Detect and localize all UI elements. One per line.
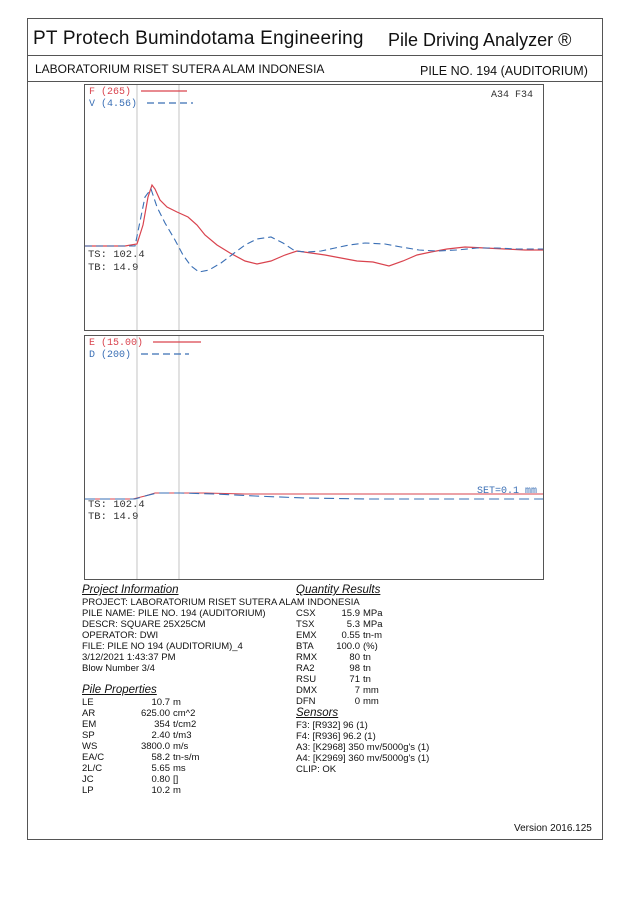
- pile-property-row: LE 10.7 m: [82, 697, 181, 708]
- pile-property-row: EA/C 58.2 tn-s/m: [82, 752, 200, 763]
- force-velocity-traces: [85, 85, 543, 330]
- quantity-result-row: TSX 5.3 MPa: [296, 619, 383, 630]
- set-readout: SET=0.1 mm: [476, 486, 537, 497]
- legend-displacement: D (200): [89, 350, 189, 361]
- pile-property-row: SP 2.40 t/m3: [82, 730, 192, 741]
- pile-property-row: EM 354 t/cm2: [82, 719, 197, 730]
- sensor-line: A3: [K2968] 350 mv/5000g's (1): [296, 742, 430, 753]
- legend-energy: E (15.00): [89, 338, 201, 349]
- energy-displacement-plot: [84, 335, 544, 580]
- sensor-line: F4: [R936] 96.2 (1): [296, 731, 376, 742]
- pile-property-row: WS 3800.0 m/s: [82, 741, 189, 752]
- quantity-result-row: CSX 15.9 MPa: [296, 608, 383, 619]
- pile-property-row: AR 625.00 cm^2: [82, 708, 196, 719]
- legend-force: F (265): [89, 87, 187, 98]
- project-info-line: PROJECT: LABORATORIUM RISET SUTERA ALAM INDONESIA: [82, 597, 360, 608]
- tb-readout: TB: 14.9: [88, 511, 139, 523]
- version-label: Version 2016.125: [514, 823, 592, 834]
- velocity-trace: [85, 189, 543, 272]
- displacement-legend-line: [141, 352, 189, 356]
- quantity-results-title: Quantity Results: [296, 584, 381, 596]
- pile-property-row: 2L/C 5.65 ms: [82, 763, 186, 774]
- project-info-line: FILE: PILE NO 194 (AUDITORIUM)_4: [82, 641, 243, 652]
- force-velocity-plot: [84, 84, 544, 331]
- header-divider-2: [27, 81, 603, 82]
- ts-readout: TS: 102.4: [88, 499, 145, 511]
- tb-readout: TB: 14.9: [88, 262, 139, 274]
- project-info-line: OPERATOR: DWI: [82, 630, 159, 641]
- project-name: LABORATORIUM RISET SUTERA ALAM INDONESIA: [35, 62, 325, 76]
- project-info-line: Blow Number 3/4: [82, 663, 155, 674]
- energy-legend-line: [153, 340, 201, 344]
- header-divider: [27, 55, 603, 56]
- pile-properties-title: Pile Properties: [82, 684, 157, 696]
- quantity-result-row: DMX 7 mm: [296, 685, 379, 696]
- product-name: Pile Driving Analyzer ®: [388, 30, 572, 50]
- quantity-result-row: RA2 98 tn: [296, 663, 371, 674]
- legend-velocity: V (4.56): [89, 99, 193, 110]
- sensor-line: A4: [K2969] 360 mv/5000g's (1): [296, 753, 430, 764]
- quantity-result-row: BTA 100.0 (%): [296, 641, 378, 652]
- quantity-result-row: RSU 71 tn: [296, 674, 371, 685]
- quantity-result-row: RMX 80 tn: [296, 652, 371, 663]
- pile-number: PILE NO. 194 (AUDITORIUM): [420, 64, 588, 78]
- quantity-result-row: DFN 0 mm: [296, 696, 379, 707]
- sensor-line: F3: [R932] 96 (1): [296, 720, 368, 731]
- ts-readout: TS: 102.4: [88, 249, 145, 261]
- pile-property-row: LP 10.2 m: [82, 785, 181, 796]
- sensor-corner-label: A34 F34: [490, 90, 533, 101]
- force-trace: [85, 185, 543, 266]
- project-info-title: Project Information: [82, 584, 179, 596]
- velocity-legend-line: [147, 101, 193, 105]
- project-info-line: PILE NAME: PILE NO. 194 (AUDITORIUM): [82, 608, 266, 619]
- sensors-title: Sensors: [296, 707, 339, 719]
- sensor-line: CLIP: OK: [296, 764, 337, 775]
- company-name: PT Protech Bumindotama Engineering: [33, 28, 364, 49]
- project-info-line: DESCR: SQUARE 25X25CM: [82, 619, 206, 630]
- force-legend-line: [141, 89, 187, 93]
- quantity-result-row: EMX 0.55 tn-m: [296, 630, 382, 641]
- project-info-line: 3/12/2021 1:43:37 PM: [82, 652, 176, 663]
- pile-property-row: JC 0.80 []: [82, 774, 179, 785]
- energy-displacement-traces: [85, 336, 543, 579]
